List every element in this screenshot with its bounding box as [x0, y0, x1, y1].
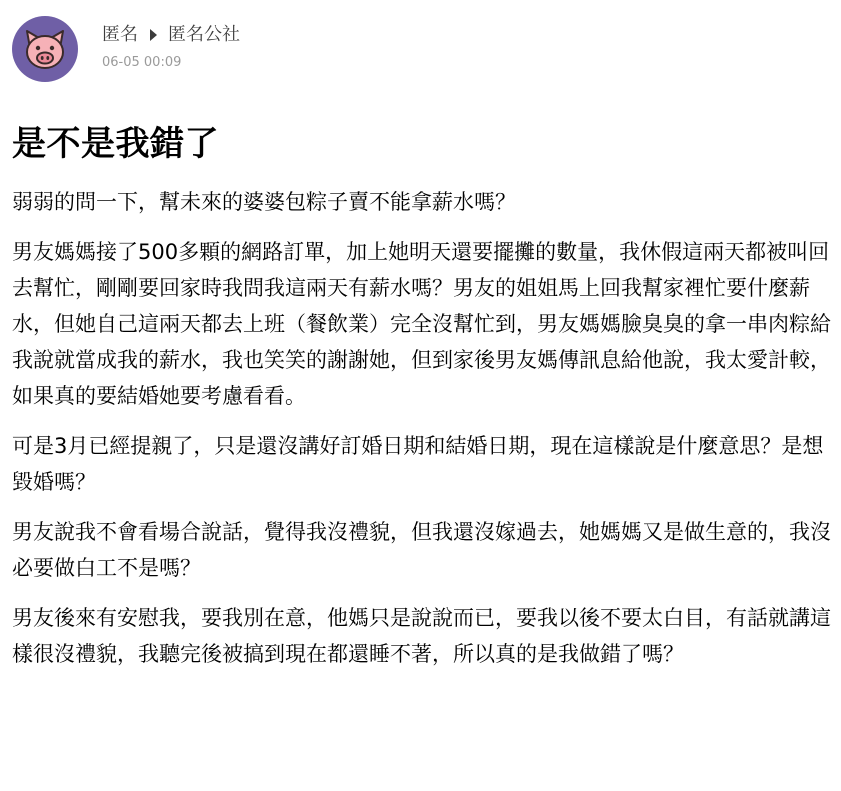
board-name[interactable]: 匿名公社 — [168, 24, 240, 45]
post-paragraph: 男友媽媽接了500多顆的網路訂單，加上她明天還要擺攤的數量，我休假這兩天都被叫回去幫忙，剛剛要回家時我問我這兩天有薪水嗎？男友的姐姐馬上回我幫家裡忙要什麼薪水，但她自己這兩天都去上班（餐飲業）完全沒幫忙到，男友媽媽臉臭臭的拿一串肉粽給我說就當成我的薪水，我也笑笑的謝謝她，但到家後男友媽傳訊息給他說，我太愛計較，如果真的要結婚她要考慮看看。 — [12, 240, 831, 408]
byline — [102, 22, 240, 48]
post-paragraph: 男友說我不會看場合說話，覺得我沒禮貌，但我還沒嫁過去，她媽媽又是做生意的，我沒必要做白工不是嗎？ — [12, 520, 831, 580]
avatar[interactable] — [12, 16, 78, 82]
post-content — [12, 184, 834, 686]
post-meta — [102, 16, 240, 72]
author-name[interactable]: 匿名 — [102, 24, 138, 45]
post-paragraph: 可是3月已經提親了，只是還沒講好訂婚日期和結婚日期，現在這樣說是什麼意思？是想毀婚嗎？ — [12, 434, 824, 494]
post-header — [12, 16, 240, 82]
post-paragraph: 男友後來有安慰我，要我別在意，他媽只是說說而已，要我以後不要太白目，有話就講這樣很沒禮貌，我聽完後被搞到現在都還睡不著，所以真的是我做錯了嗎？ — [12, 606, 831, 666]
post-timestamp: 06-05 00:09 — [102, 55, 182, 70]
pig-face-icon — [17, 21, 73, 77]
post-paragraph: 弱弱的問一下，幫未來的婆婆包粽子賣不能拿薪水嗎？ — [12, 190, 516, 214]
caret-right-icon — [150, 29, 157, 41]
post-title: 是不是我錯了 — [12, 124, 219, 164]
